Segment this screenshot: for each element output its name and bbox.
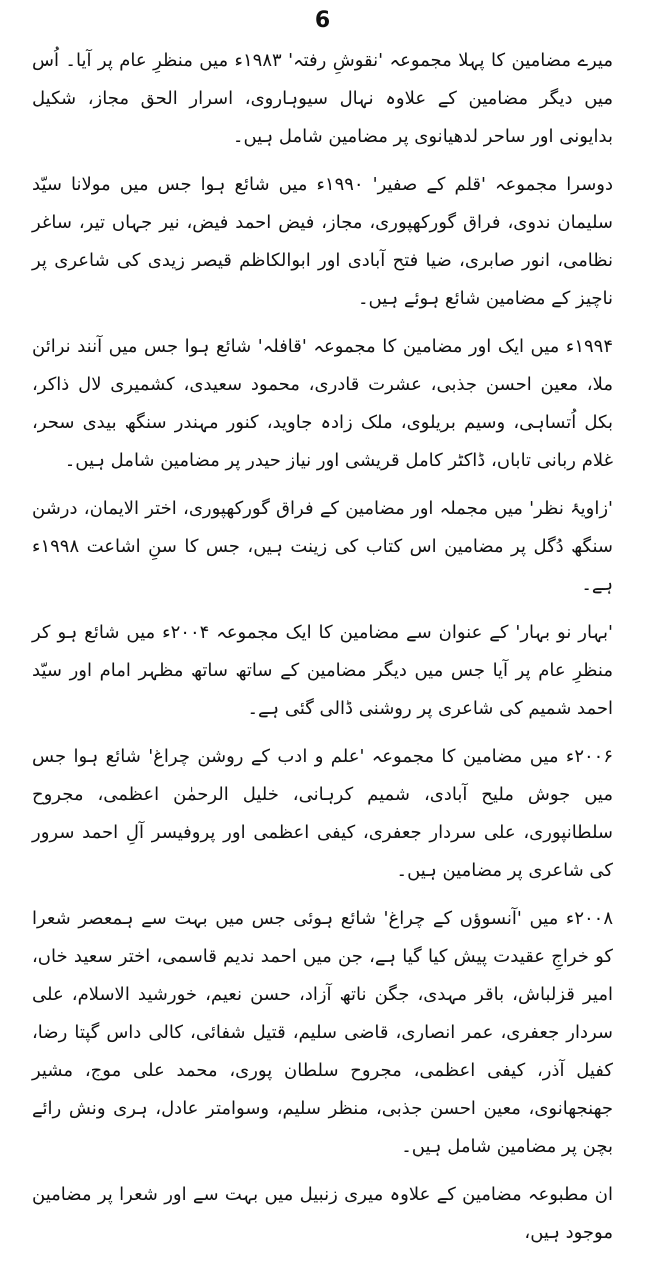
paragraph-qafila-collection: ۱۹۹۴ء میں ایک اور مضامین کا مجموعہ 'قافلہ' شائع ہوا جس میں آنند نرائن ملا، معین احسن جذبی، عشرت قادری، محمود سعیدی، کشمیری لال ذاکر، بکل اُتساہی، وسیم بریلوی، ملک زادہ جاوید، کنور مہندر سنگھ بیدی سحر، غلام ربانی تاباں، ڈاکٹر کامل قریشی اور نیاز حیدر پر مضامین شامل ہیں۔ (32, 336, 613, 471)
paragraph-ilm-o-adab: ۲۰۰۶ء میں مضامین کا مجموعہ 'علم و ادب کے روشن چراغ' شائع ہوا جس میں جوش ملیح آبادی، شمیم کرہانی، خلیل الرحمٰن اعظمی، مجروح سلطانپوری، علی سردار جعفری، کیفی اعظمی اور پروفیسر آلِ احمد سرور کی شاعری پر مضامین ہیں۔ (32, 746, 613, 881)
paragraph-bahar-nau-bahar: 'بہار نو بہار' کے عنوان سے مضامین کا ایک مجموعہ ۲۰۰۴ء میں شائع ہو کر منظرِ عام پر آیا جس میں دیگر مضامین کے ساتھ ساتھ مظہر امام اور سیّد احمد شمیم کی شاعری پر روشنی ڈالی گئی ہے۔ (32, 622, 613, 719)
paragraph-zaviya-e-nazar: 'زاویۂ نظر' میں مجملہ اور مضامین کے فراق گورکھپوری، اختر الایمان، درشن سنگھ دُگل پر مضامین اس کتاب کی زینت ہیں، جس کا سنِ اشاعت ۱۹۹۸ء ہے۔ (32, 498, 613, 595)
page-number: 6 (314, 8, 331, 33)
paragraph-aansuon-ke-chiragh: ۲۰۰۸ء میں 'آنسوؤں کے چراغ' شائع ہوئی جس میں بہت سے ہمعصر شعرا کو خراجِ عقیدت پیش کیا گیا ہے، جن میں احمد ندیم قاسمی، اختر سعید خاں، امیر قزلباش، باقر مہدی، جگن ناتھ آزاد، حسن نعیم، خورشید الاسلام، علی سردار جعفری، عمر انصاری، قاضی سلیم، قتیل شفائی، کالی داس گپتا رضا، کفیل آذر، کیفی اعظمی، مجروح سلطان پوری، محمد علی موج، مشیر جھنجھانوی، معین احسن جذبی، منظر سلیم، وسوامتر عادل، ہری ونش رائے بچن پر مضامین شامل ہیں۔ (32, 908, 613, 1157)
page-body (32, 42, 613, 1262)
paragraph-unpublished-essays: ان مطبوعہ مضامین کے علاوہ میری زنبیل میں بہت سے اور شعرا پر مضامین موجود ہیں، (32, 1184, 613, 1243)
paragraph-second-collection: دوسرا مجموعہ 'قلم کے صفیر' ۱۹۹۰ء میں شائع ہوا جس میں مولانا سیّد سلیمان ندوی، فراق گورکھپوری، مجاز، فیض احمد فیض، نیر جہاں تیر، ساغر نظامی، انور صابری، ضیا فتح آبادی اور ابوالکاظم قیصر زیدی کی شاعری پر ناچیز کے مضامین شائع ہوئے ہیں۔ (32, 174, 613, 309)
paragraph-first-collection: میرے مضامین کا پہلا مجموعہ 'نقوشِ رفتہ' ۱۹۸۳ء میں منظرِ عام پر آیا۔ اُس میں دیگر مضامین کے علاوہ نہال سیوہاروی، اسرار الحق مجاز، شکیل بدایونی اور ساحر لدھیانوی پر مضامین شامل ہیں۔ (32, 50, 613, 147)
